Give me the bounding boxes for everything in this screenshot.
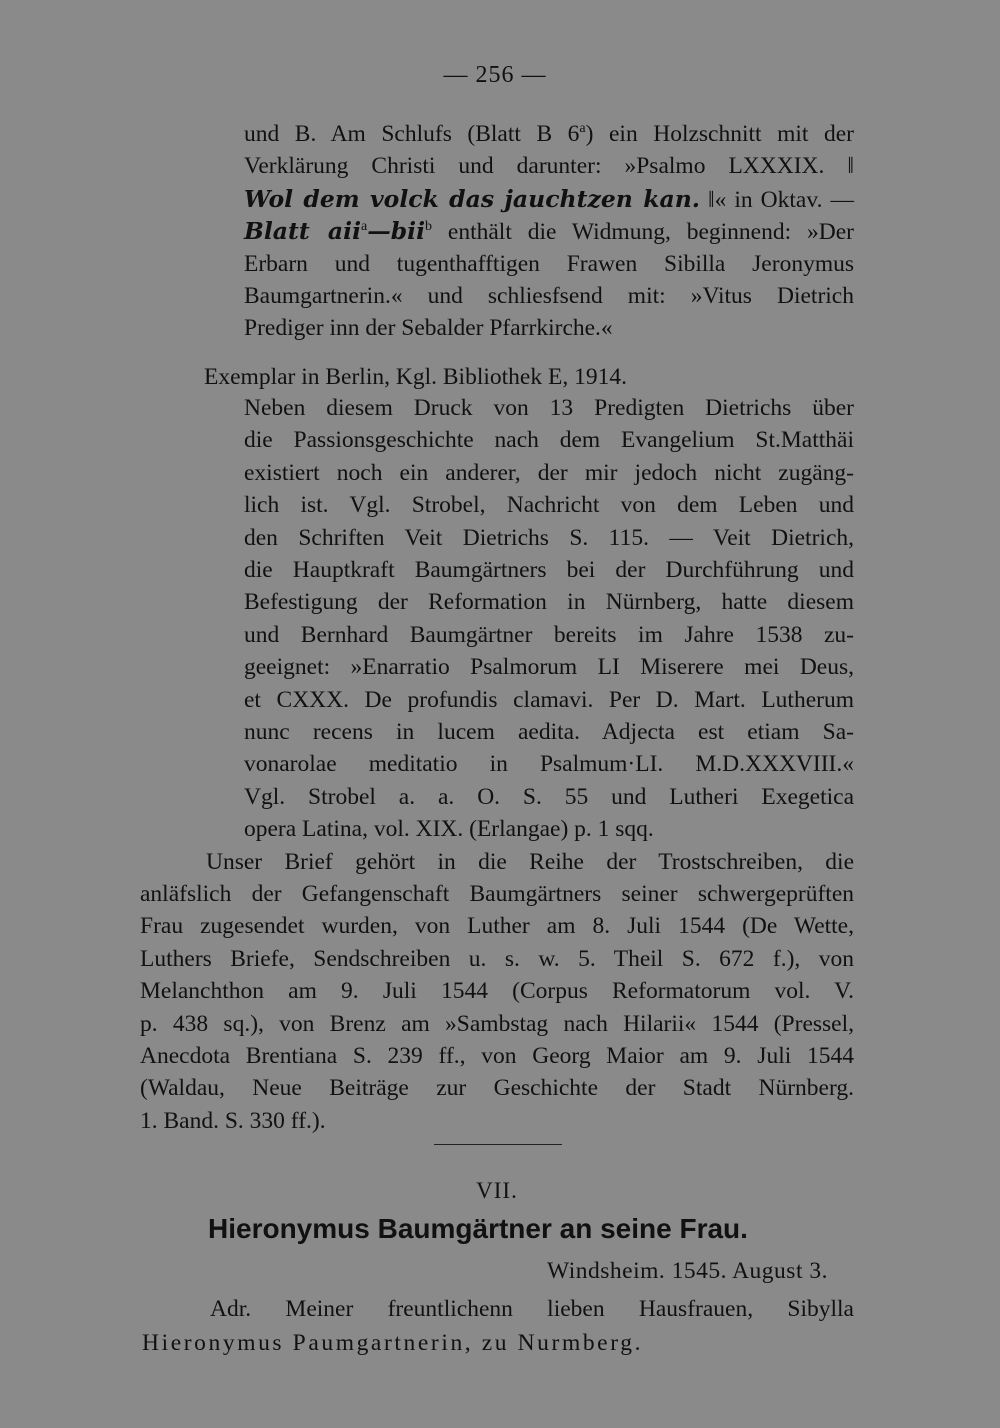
text-line: Verklärung Christi und darunter: »Psalmo LXXXIX. ‖ — [244, 153, 854, 180]
text-line: geeignet: »Enarratio Psalmorum LI Miserere mei Deus, — [244, 654, 854, 681]
text-line: p. 438 sq.), von Brenz am »Sambstag nach Hilarii« 1544 (Pressel, — [140, 1010, 854, 1037]
text-line: nunc recens in lucem aedita. Adjecta est etiam Sa- — [244, 718, 854, 745]
address-line-2: Hieronymus Paumgartnerin, zu Nurmberg. — [142, 1330, 644, 1356]
section-title: Hieronymus Baumgärtner an seine Frau. — [208, 1213, 748, 1244]
text-line: Erbarn und tugenthafftigen Frawen Sibilla Jeronymus — [244, 250, 854, 277]
text-line: und B. Am Schlufs (Blatt B 6$^a$) ein Holzschnitt mit der — [244, 121, 854, 147]
address-line-1: Adr. Meiner freuntlichenn lieben Hausfrauen, Sibylla — [210, 1296, 854, 1322]
text-line: die Hauptkraft Baumgärtners bei der Durchführung und — [244, 556, 854, 583]
exemplar-note: Exemplar in Berlin, Kgl. Bibliothek E, 1914. — [204, 364, 627, 390]
text-line: anläfslich der Gefangenschaft Baumgärtners seiner schwergeprüften — [140, 881, 854, 907]
text-line: Prediger inn der Sebalder Pfarrkirche.« — [244, 315, 613, 342]
text-line: Vgl. Strobel a. a. O. S. 55 und Lutheri Exegetica — [244, 783, 854, 810]
bibliographic-description — [244, 118, 854, 345]
text-line: et CXXX. De profundis clamavi. Per D. Mart. Lutherum — [244, 686, 854, 713]
blackletter-text: Wol dem volck das jauchtzen kan. — [244, 184, 700, 213]
letter-context-paragraph — [140, 878, 854, 1137]
text-line: Melanchthon am 9. Juli 1544 (Corpus Reformatorum vol. V. — [140, 978, 854, 1005]
text-line: und Bernhard Baumgärtner bereits im Jahre 1538 zu- — [244, 621, 854, 648]
section-numeral: VII. — [476, 1178, 518, 1203]
text-line: opera Latina, vol. XIX. (Erlangae) p. 1 sqq. — [244, 816, 654, 843]
text-line: existiert noch ein anderer, der mir jedoch nicht zugäng- — [244, 459, 854, 486]
text-line: (Waldau, Neue Beiträge zur Geschichte der Stadt Nürnberg. — [140, 1075, 854, 1102]
place-date-line: Windsheim. 1545. August 3. — [546, 1258, 828, 1284]
text-line: die Passionsgeschichte nach dem Evangelium St.Matthäi — [244, 427, 854, 454]
section-divider — [434, 1144, 562, 1145]
text-line: Anecdota Brentiana S. 239 ff., von Georg Maior am 9. Juli 1544 — [140, 1042, 854, 1069]
text-line: den Schriften Veit Dietrichs S. 115. — Veit Dietrich, — [244, 524, 854, 551]
text-line: lich ist. Vgl. Strobel, Nachricht von dem Leben und — [244, 492, 854, 519]
text-line: Baumgartnerin.« und schliesfsend mit: »Vitus Dietrich — [244, 282, 854, 309]
text-line: Frau zugesendet wurden, von Luther am 8. Juli 1544 (De Wette, — [140, 913, 854, 940]
text-line: 1. Band. S. 330 ff.). — [140, 1107, 326, 1134]
text-line: Neben diesem Druck von 13 Predigten Dietrichs über — [244, 395, 854, 421]
text-line: Befestigung der Reformation in Nürnberg, hatte diesem — [244, 589, 854, 616]
text-line: Wol dem volck das jauchtzen kan. ‖« in Oktav. — — [244, 184, 854, 213]
text-line: Blatt aii$^a$—bii$^b$ enthält die Widmung, beginnend: »Der — [244, 217, 854, 246]
commentary-paragraph — [244, 392, 854, 845]
text-line: vonarolae meditatio in Psalmum·LI. M.D.XXXVIII.« — [244, 751, 854, 778]
paragraph-first-line: Unser Brief gehört in die Reihe der Trostschreiben, die — [206, 849, 854, 875]
text-line: Luthers Briefe, Sendschreiben u. s. w. 5. Theil S. 672 f.), von — [140, 945, 854, 972]
page-number: — 256 — — [443, 62, 547, 88]
